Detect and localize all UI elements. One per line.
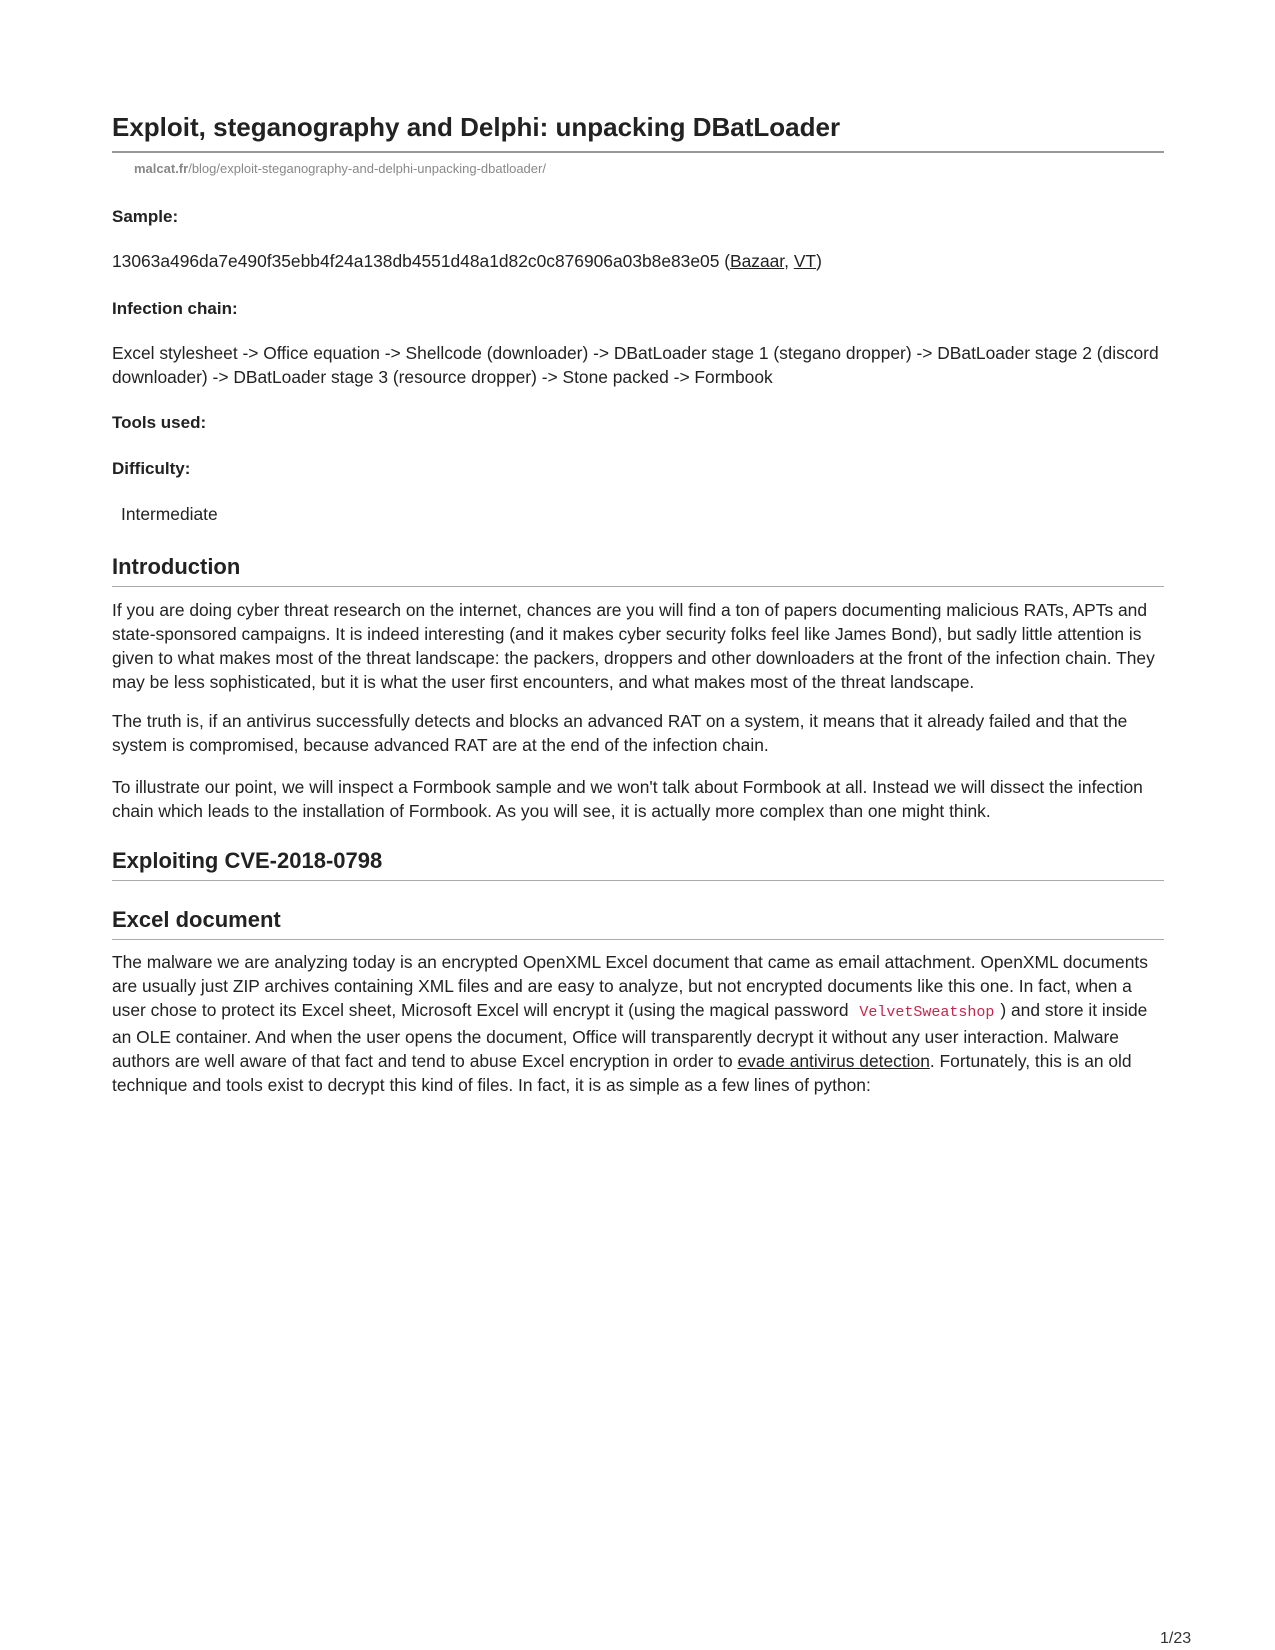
tools-label-text: Tools used:	[112, 413, 207, 432]
excel-text-b: ) and store it inside an OLE container. And when the user opens the document, Office will transparently decrypt it without any user interaction. Malware authors are well aware of that fact and tend to abuse Excel encryption in order to	[112, 1000, 1148, 1071]
intro-paragraph-1: If you are doing cyber threat research on the internet, chances are you will find a ton of papers documenting malicious RATs, APTs and state-sponsored campaigns. It is indeed interesting (and it makes cyber security folks feel like James Bond), but sadly little attention is given to what makes most of the threat landscape: the packers, droppers and other downloaders at the front of the infection chain. They may be less sophisticated, but it is what the user first encounters, and what makes most of the threat landscape.	[112, 600, 1155, 692]
difficulty-value-text: Intermediate	[121, 504, 218, 524]
excel-text-c: . Fortunately, this is an old technique and tools exist to decrypt this kind of files. In fact, it is as simple as a few lines of python:	[112, 1051, 1132, 1095]
article	[112, 112, 1164, 1095]
exploit-section	[112, 848, 1164, 881]
url-path: /blog/exploit-steganography-and-delphi-unpacking-dbatloader/	[188, 161, 546, 177]
bazaar-link[interactable]: Bazaar	[730, 251, 785, 271]
password-code: VelvetSweatshop	[859, 1004, 995, 1021]
difficulty-label-text: Difficulty:	[112, 459, 191, 478]
infection-chain-text: Excel stylesheet -> Office equation -> Shellcode (downloader) -> DBatLoader stage 1 (stegano dropper) -> DBatLoader stage 2 (discord downloader) -> DBatLoader stage 3 (resource dropper) -> Stone packed -> Formbook	[112, 343, 1159, 387]
page-title: Exploit, steganography and Delphi: unpacking DBatLoader	[112, 112, 1164, 153]
intro-p2	[112, 709, 1164, 757]
intro-p1	[112, 598, 1164, 694]
infection-label-text: Infection chain:	[112, 299, 238, 318]
exploit-heading: Exploiting CVE-2018-0798	[112, 848, 1164, 881]
excel-heading: Excel document	[112, 907, 1164, 940]
intro-paragraph-3: To illustrate our point, we will inspect a Formbook sample and we won't talk about Formbook at all. Instead we will dissect the infection chain which leads to the installation of Formbook. As you will see, it is actually more complex than one might think.	[112, 777, 1143, 821]
intro-p3	[112, 775, 1164, 823]
infection-label	[112, 299, 1164, 319]
intro-paragraph-2: The truth is, if an antivirus successfully detects and blocks an advanced RAT on a system, it means that it already failed and that the system is compromised, because advanced RAT are at the end of the infection chain.	[112, 711, 1128, 755]
sample-line: 13063a496da7e490f35ebb4f24a138db4551d48a1d82c0c876906a03b8e83e05 (Bazaar, VT)	[112, 251, 822, 271]
page-number: 1/23	[1160, 1630, 1192, 1647]
difficulty-value	[121, 502, 1173, 526]
evade-av-link[interactable]: evade antivirus detection	[737, 1051, 930, 1071]
tools-label	[112, 413, 1164, 433]
url-domain: malcat.fr	[134, 161, 189, 177]
excel-text-a: The malware we are analyzing today is an encrypted OpenXML Excel document that came as email attachment. OpenXML documents are usually just ZIP archives containing XML files and are easy to analyze, but not encrypted documents like this one. In fact, when a user chose to protect its Excel sheet, Microsoft Excel will encrypt it (using the magical password	[112, 952, 1148, 1020]
intro-heading: Introduction	[112, 554, 1164, 587]
sample-label-text: Sample:	[112, 207, 179, 226]
intro-section	[112, 554, 1164, 587]
source-url[interactable]	[134, 161, 1164, 176]
excel-paragraph-1	[112, 950, 1164, 1097]
excel-section	[112, 907, 1164, 940]
infection-chain	[112, 341, 1164, 389]
sample-label	[112, 207, 1164, 227]
sample-hash: 13063a496da7e490f35ebb4f24a138db4551d48a1d82c0c876906a03b8e83e05	[112, 251, 720, 271]
difficulty-label	[112, 459, 1164, 479]
vt-link[interactable]: VT	[793, 251, 817, 271]
excel-p1	[112, 950, 1164, 1097]
